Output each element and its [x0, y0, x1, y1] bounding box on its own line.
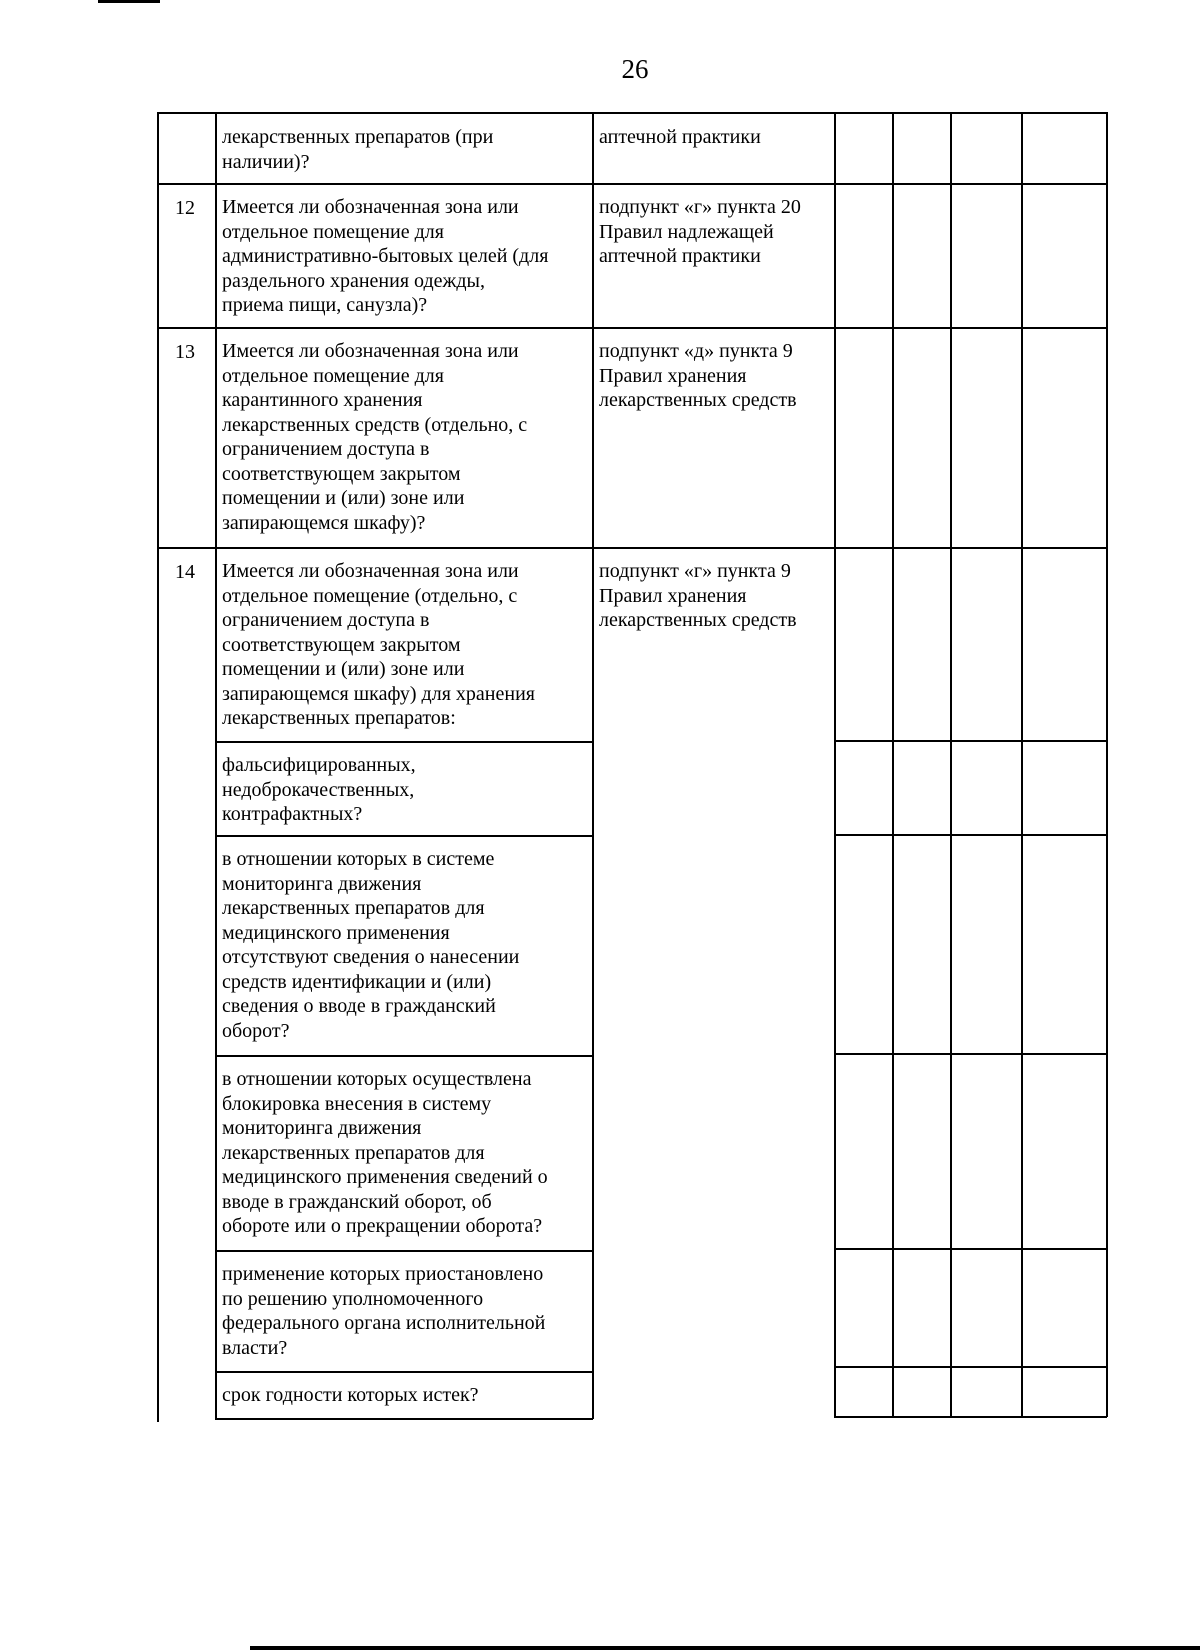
reference-text-13: подпункт «д» пункта 9 Правил хранения лекарственных средств — [599, 340, 797, 411]
subrow-divider-c2 — [834, 834, 1107, 836]
row-number: 12 — [175, 197, 195, 219]
subitem-text: в отношении которых осуществлена блокировка внесения в систему мониторинга движения лекарственных препаратов для медицинского применения сведений о вводе в гражданский оборот, об обороте или о прекращении оборота? — [222, 1068, 548, 1237]
column-divider-check-3 — [950, 112, 952, 1417]
subrow-border-c-bottom — [834, 1416, 1107, 1418]
row-divider-13 — [157, 327, 1107, 329]
subitem-text: в отношении которых в системе мониторинга движения лекарственных препаратов для медицинского применения отсутствуют сведения о нанесении средств идентификации и (или) сведения о вводе в гражданский оборот? — [222, 848, 520, 1042]
subrow-divider-q1 — [215, 741, 593, 743]
subrow-divider-c3 — [834, 1053, 1107, 1055]
subrow-divider-c4 — [834, 1248, 1107, 1250]
row-divider-12 — [157, 183, 1107, 185]
reference-text-14: подпункт «г» пункта 9 Правил хранения лекарственных средств — [599, 560, 797, 631]
question-text-12: Имеется ли обозначенная зона или отдельное помещение для административно-бытовых целей (для раздельного хранения одежды, приема пищи, санузла)? — [222, 196, 549, 316]
table-border-top — [157, 112, 1107, 114]
question-text-continuation: лекарственных препаратов (при наличии)? — [222, 126, 494, 173]
page-number: 26 — [621, 54, 649, 84]
reference-text-12: подпункт «г» пункта 20 Правил надлежащей аптечной практики — [599, 196, 801, 267]
subrow-divider-q5 — [215, 1371, 593, 1373]
scan-mark-bottom — [250, 1646, 1200, 1650]
subrow-divider-q4 — [215, 1250, 593, 1252]
row-divider-14 — [157, 547, 1107, 549]
subrow-divider-c1 — [834, 740, 1107, 742]
column-divider-reference — [592, 112, 594, 1419]
column-divider-question — [215, 112, 217, 1420]
question-text-13: Имеется ли обозначенная зона или отдельное помещение для карантинного хранения лекарственных средств (отдельно, с ограничением доступа в соответствующем закрытом помещении и (или) зоне или запирающемся шкафу)? — [222, 340, 528, 534]
column-divider-check-4 — [1021, 112, 1023, 1417]
row-number: 14 — [175, 561, 195, 583]
subitem-text: фальсифицированных, недоброкачественных, контрафактных? — [222, 754, 416, 825]
table-border-right — [1106, 112, 1108, 1417]
subitem-text: срок годности которых истек? — [222, 1384, 479, 1406]
subrow-border-q-bottom — [215, 1418, 593, 1420]
subrow-divider-q3 — [215, 1055, 593, 1057]
column-divider-check-1 — [834, 112, 836, 1417]
subitem-text: применение которых приостановлено по решению уполномоченного федерального органа исполнительной власти? — [222, 1263, 546, 1359]
table-border-left — [157, 112, 159, 1422]
subrow-divider-c5 — [834, 1366, 1107, 1368]
question-text-14: Имеется ли обозначенная зона или отдельное помещение (отдельно, с ограничением доступа в соответствующем закрытом помещении и (или) зоне или запирающемся шкафу) для хранения лекарственных препаратов: — [222, 560, 535, 729]
row-number: 13 — [175, 341, 195, 363]
subrow-divider-q2 — [215, 835, 593, 837]
column-divider-check-2 — [892, 112, 894, 1417]
reference-text-continuation: аптечной практики — [599, 126, 761, 148]
scan-mark-top — [98, 0, 160, 3]
